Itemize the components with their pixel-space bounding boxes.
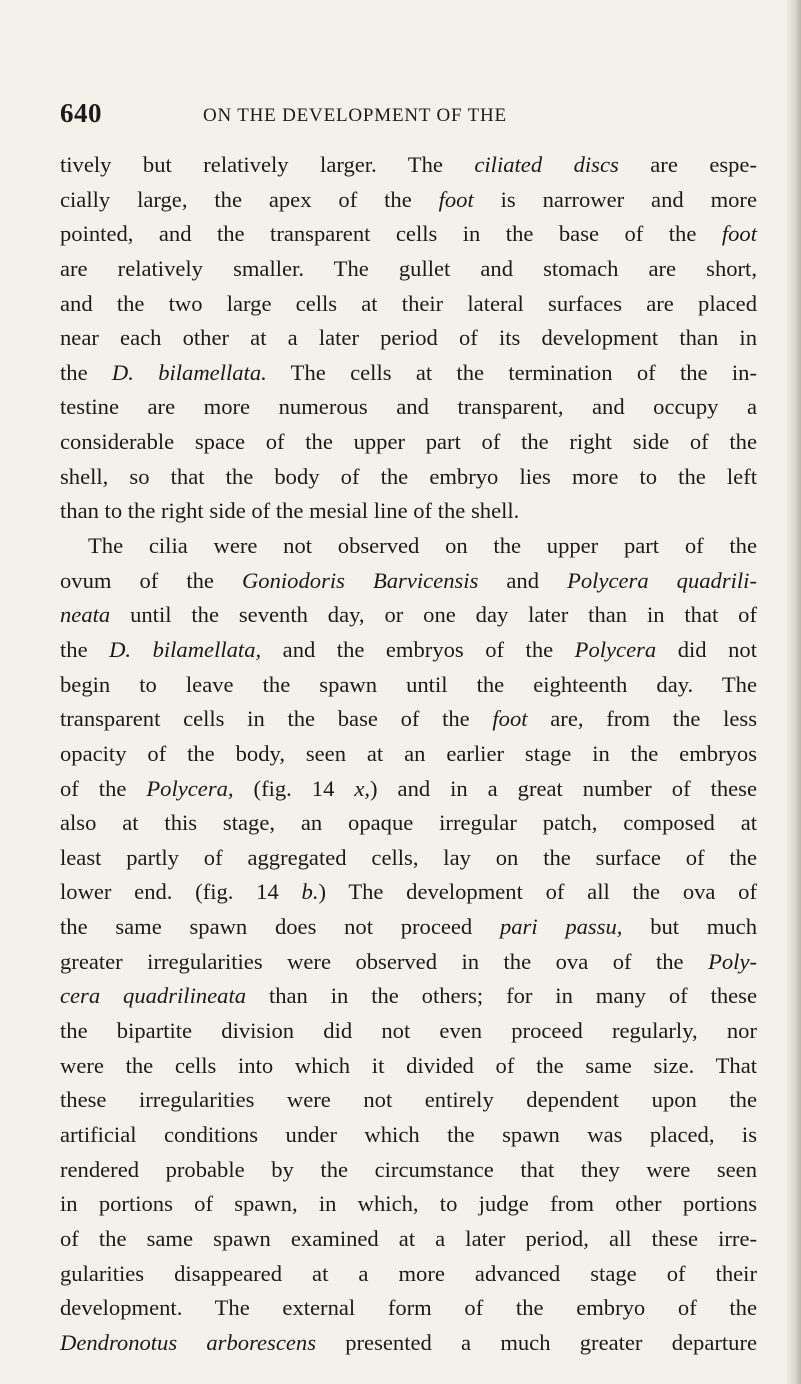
text-segment: opacity of the body, seen at an earlier stage in the embryos: [60, 740, 757, 766]
text-segment: ) The development of all the ova of: [318, 879, 757, 905]
text-line: [60, 737, 757, 772]
text-line: [60, 945, 757, 980]
text-segment: lower end. (fig. 14: [60, 879, 302, 905]
text-segment: least partly of aggregated cells, lay on the surface of the: [60, 844, 757, 870]
text-segment: and the two large cells at their lateral surfaces are placed: [60, 290, 757, 316]
text-line: [60, 1187, 757, 1222]
text-segment: the: [60, 359, 112, 385]
text-line: [60, 841, 757, 876]
text-line: [60, 1118, 757, 1153]
text-segment: development. The external form of the embryo of the: [60, 1295, 757, 1321]
italic-text: neata: [60, 602, 111, 628]
text-segment: The cilia were not observed on the upper part of the: [88, 533, 757, 559]
italic-text: cera quadrilineata: [60, 983, 247, 1009]
text-segment: artificial conditions under which the spawn was placed, is: [60, 1121, 757, 1147]
text-segment: these irregularities were not entirely dependent upon the: [60, 1087, 757, 1113]
text-segment: until the seventh day, or one day later than in that of: [110, 602, 757, 628]
text-line: [60, 1222, 757, 1257]
text-line: [60, 460, 757, 495]
text-segment: than to the right side of the mesial line of the shell.: [60, 498, 520, 524]
italic-text: pari passu,: [499, 914, 623, 940]
text-line: [60, 321, 757, 356]
text-segment: is narrower and more: [473, 186, 757, 212]
italic-text: Goniodoris Barvicensis: [241, 567, 479, 593]
text-segment: rendered probable by the circumstance that they were seen: [60, 1156, 757, 1182]
text-segment: tively but relatively larger. The: [60, 152, 475, 177]
italic-text: x,: [354, 775, 371, 801]
text-segment: are, from the less: [527, 706, 757, 732]
text-line: [60, 564, 757, 599]
text-line: [60, 875, 757, 910]
italic-text: foot: [492, 706, 528, 732]
italic-text: D. bilamellata.: [111, 359, 267, 385]
text-line: [60, 1153, 757, 1188]
italic-text: foot: [438, 186, 474, 212]
text-segment: of the same spawn examined at a later period, all these irre-: [60, 1225, 757, 1251]
text-segment: The cells at the termination of the in-: [266, 359, 757, 385]
text-segment: (fig. 14: [233, 775, 355, 801]
text-line: [60, 1049, 757, 1084]
text-line: [60, 529, 757, 564]
text-line: [60, 425, 757, 460]
text-segment: presented a much greater departure: [316, 1329, 757, 1355]
text-segment: ovum of the: [60, 567, 242, 593]
text-line: [60, 1326, 757, 1361]
italic-text: ciliated discs: [474, 152, 619, 177]
italic-text: Poly-: [708, 948, 757, 974]
text-segment: the same spawn does not proceed: [60, 914, 500, 940]
text-line: [60, 356, 757, 391]
text-segment: begin to leave the spawn until the eighteenth day. The: [60, 671, 757, 697]
text-segment: than in the others; for in many of these: [246, 983, 757, 1009]
text-line: [60, 252, 757, 287]
text-segment: in portions of spawn, in which, to judge from other portions: [60, 1191, 757, 1217]
italic-text: Polycera: [574, 636, 657, 662]
text-line: [60, 390, 757, 425]
text-segment: also at this stage, an opaque irregular patch, composed at: [60, 810, 757, 836]
italic-text: foot: [721, 221, 757, 247]
text-line: [60, 494, 757, 529]
italic-text: b.: [301, 879, 319, 905]
text-segment: are relatively smaller. The gullet and stomach are short,: [60, 255, 757, 281]
page-header: [60, 98, 760, 134]
text-segment: cially large, the apex of the: [60, 186, 439, 212]
text-line: [60, 1257, 757, 1292]
text-segment: are espe-: [618, 152, 757, 177]
text-line: [60, 772, 757, 807]
text-line: [60, 148, 757, 183]
text-segment: the: [60, 636, 110, 662]
text-segment: considerable space of the upper part of the right side of the: [60, 429, 757, 455]
text-line: [60, 1083, 757, 1118]
text-line: [60, 910, 757, 945]
italic-text: D. bilamellata,: [109, 636, 262, 662]
text-segment: gularities disappeared at a more advanced stage of their: [60, 1260, 757, 1286]
italic-text: Dendronotus arborescens: [60, 1329, 316, 1355]
text-line: [60, 1291, 757, 1326]
text-segment: the bipartite division did not even proceed regularly, nor: [60, 1018, 757, 1044]
text-segment: but much: [622, 914, 757, 940]
text-segment: ) and in a great number of these: [370, 775, 758, 801]
body-text: [60, 148, 757, 1360]
text-segment: pointed, and the transparent cells in the base of the: [60, 221, 722, 247]
text-segment: shell, so that the body of the embryo lies more to the left: [60, 463, 757, 489]
text-line: [60, 217, 757, 252]
text-line: [60, 1014, 757, 1049]
text-segment: greater irregularities were observed in the ova of the: [60, 948, 709, 974]
text-line: [60, 806, 757, 841]
text-segment: did not: [656, 636, 757, 662]
text-line: [60, 668, 757, 703]
italic-text: Polycera quadrili-: [567, 567, 757, 593]
page-edge: [787, 0, 801, 1384]
text-segment: transparent cells in the base of the: [60, 706, 493, 732]
text-segment: and: [478, 567, 568, 593]
running-head: ON THE DEVELOPMENT OF THE: [203, 105, 507, 126]
text-line: [60, 598, 757, 633]
text-line: [60, 702, 757, 737]
text-segment: and the embryos of the: [261, 636, 575, 662]
text-line: [60, 183, 757, 218]
text-segment: near each other at a later period of its development than in: [60, 325, 757, 351]
text-segment: were the cells into which it divided of the same size. That: [60, 1052, 757, 1078]
text-line: [60, 633, 757, 668]
text-line: [60, 979, 757, 1014]
italic-text: Polycera,: [146, 775, 234, 801]
text-segment: of the: [60, 775, 147, 801]
text-segment: testine are more numerous and transparent, and occupy a: [60, 394, 757, 420]
page-number: 640: [60, 98, 102, 128]
text-line: [60, 287, 757, 322]
